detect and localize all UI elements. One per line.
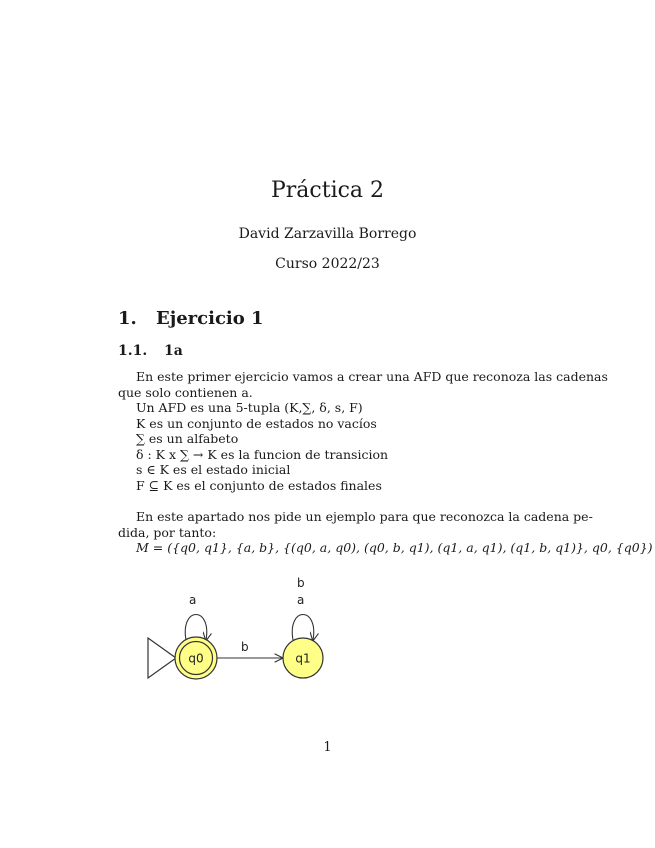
text-line: Un AFD es una 5-tupla (K,∑, δ, s, F)	[136, 400, 363, 415]
subsection-title: 1a	[164, 343, 183, 359]
text-line: δ : K x ∑ → K es la funcion de transicion	[136, 446, 389, 462]
section-number: 1.	[118, 308, 137, 329]
transition-loop-q1	[292, 615, 314, 641]
text-line: s ∈ K es el estado inicial	[136, 462, 291, 477]
text-line: En este primer ejercicio vamos a crear una AFD que reconoza las cadenas	[136, 369, 608, 384]
subsection-heading	[118, 343, 183, 359]
text-line: F ⊆ K es el conjunto de estados finales	[136, 477, 382, 493]
automaton-diagram	[140, 574, 360, 694]
transition-label-q0-a: a	[189, 593, 197, 607]
automaton-formula: M = ({q0, q1}, {a, b}, {(q0, a, q0), (q0, b, q1), (q1, a, q1), (q1, b, q1)}, q0, {q0})	[136, 540, 653, 555]
page-number: 1	[323, 740, 332, 755]
paragraph-definition	[118, 369, 608, 493]
document-author: David Zarzavilla Borrego	[238, 226, 417, 242]
transition-label-q1-a: a	[297, 593, 305, 607]
state-label-q1: q1	[295, 651, 311, 666]
document-title: Práctica 2	[270, 178, 385, 203]
transition-label-q0-q1: b	[241, 640, 249, 654]
text-line: que solo contienen a.	[118, 384, 253, 400]
subsection-number: 1.1.	[118, 343, 148, 359]
initial-state-marker	[148, 638, 176, 678]
text-line: ∑ es un alfabeto	[136, 431, 239, 446]
text-line: dida, por tanto:	[118, 524, 217, 540]
text-line: K es un conjunto de estados no vacíos	[136, 415, 377, 431]
transition-loop-q0	[185, 615, 207, 641]
section-title: Ejercicio 1	[156, 308, 264, 329]
section-heading	[118, 308, 264, 329]
paragraph-example	[118, 509, 653, 556]
transition-label-q1-b: b	[297, 576, 305, 590]
state-label-q0: q0	[188, 651, 204, 666]
text-line: En este apartado nos pide un ejemplo para que reconozca la cadena pe-	[136, 509, 593, 524]
document-date: Curso 2022/23	[275, 256, 380, 272]
